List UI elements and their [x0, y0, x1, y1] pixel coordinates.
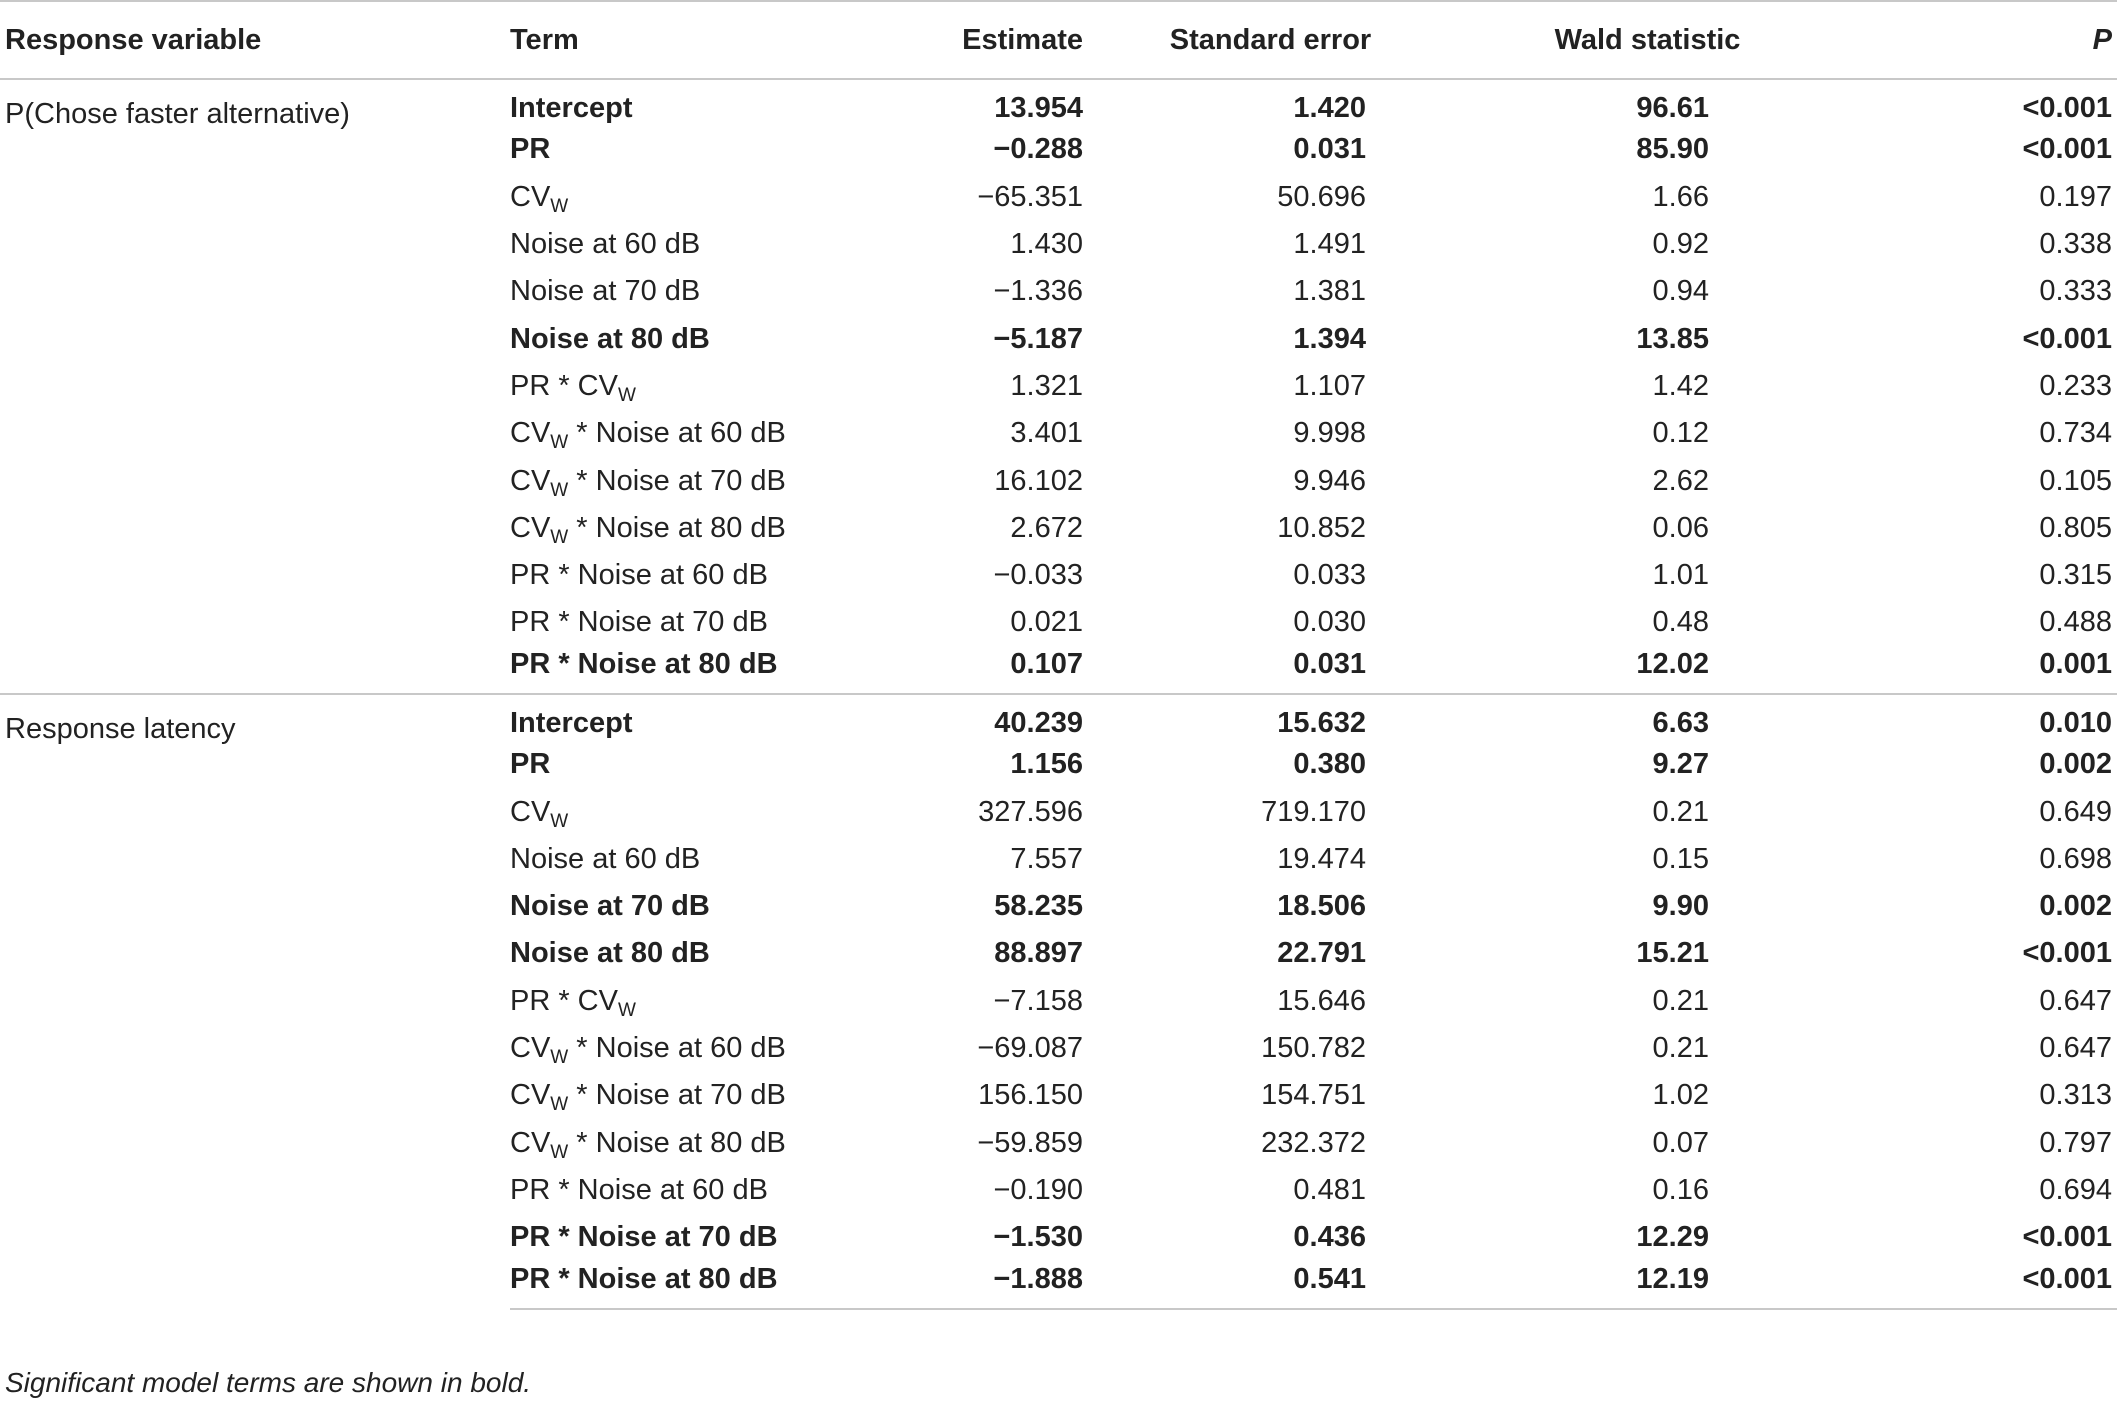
standard-error-cell: 0.436 — [1293, 1221, 1366, 1254]
term-text: CV — [510, 464, 551, 497]
standard-error-cell: 719.170 — [1261, 795, 1366, 828]
standard-error-cell: 1.381 — [1293, 275, 1366, 308]
wald-statistic-cell: 1.02 — [1652, 1079, 1709, 1112]
p-value-cell: 0.797 — [2039, 1126, 2112, 1159]
term-cell — [510, 1167, 890, 1214]
term-cell — [510, 174, 890, 221]
term-text: CV — [510, 511, 551, 544]
term-cell — [510, 552, 890, 599]
wald-statistic-cell: 96.61 — [1636, 91, 1709, 124]
wald-statistic-cell: 0.12 — [1652, 417, 1709, 450]
p-value-cell: 0.010 — [1779, 694, 2117, 741]
term-text: PR — [510, 133, 551, 166]
term-text: Intercept — [510, 91, 633, 124]
p-value-cell: 0.698 — [2039, 842, 2112, 875]
term-subscript: W — [550, 479, 569, 501]
p-value-cell: 0.338 — [2039, 228, 2112, 261]
term-text-suffix: * Noise at 80 dB — [568, 1126, 786, 1159]
estimate-cell: −0.033 — [993, 559, 1083, 592]
wald-statistic-cell: 0.21 — [1652, 984, 1709, 1017]
wald-statistic-cell: 0.15 — [1652, 842, 1709, 875]
p-value-cell: 0.002 — [2039, 890, 2112, 923]
wald-statistic-cell: 0.06 — [1652, 511, 1709, 544]
p-value-cell: 0.694 — [2039, 1173, 2112, 1206]
term-text: CV — [510, 1032, 551, 1065]
estimate-cell: 16.102 — [994, 464, 1083, 497]
p-value-cell: <0.001 — [1779, 1261, 2117, 1308]
wald-statistic-cell: 0.21 — [1652, 1032, 1709, 1065]
standard-error-cell: 9.946 — [1293, 464, 1366, 497]
term-cell — [510, 505, 890, 552]
term-text: PR * Noise at 80 dB — [510, 648, 778, 681]
wald-statistic-cell: 12.02 — [1636, 648, 1709, 681]
estimate-cell: −1.888 — [890, 1261, 1083, 1308]
term-cell — [510, 457, 890, 504]
wald-statistic-cell: 13.85 — [1636, 322, 1709, 355]
term-text: Noise at 80 dB — [510, 937, 710, 970]
term-subscript: W — [617, 999, 636, 1021]
estimate-cell: 7.557 — [1010, 842, 1083, 875]
term-text: PR * CV — [510, 369, 618, 402]
group-choice — [0, 79, 2117, 694]
term-text-suffix: * Noise at 60 dB — [568, 417, 786, 450]
wald-statistic-cell: 12.19 — [1428, 1261, 1779, 1308]
wald-statistic-cell: 1.66 — [1652, 180, 1709, 213]
p-value-cell: 0.647 — [2039, 1032, 2112, 1065]
term-cell — [510, 315, 890, 362]
term-subscript: W — [617, 384, 636, 406]
estimate-cell: 156.150 — [978, 1079, 1083, 1112]
term-text: Noise at 70 dB — [510, 275, 701, 308]
header-standard-error: Standard error — [1083, 1, 1428, 79]
term-subscript: W — [550, 526, 569, 548]
p-value-cell: 0.233 — [2039, 369, 2112, 402]
term-cell — [510, 79, 890, 126]
response-variable-cell: Response latency — [0, 694, 510, 1309]
p-value-cell: 0.805 — [2039, 511, 2112, 544]
standard-error-cell: 15.632 — [1083, 694, 1428, 741]
term-cell — [510, 126, 890, 173]
p-value-cell: 0.002 — [2039, 748, 2112, 781]
term-cell — [510, 1025, 890, 1072]
term-text: CV — [510, 795, 551, 828]
p-value-cell: 0.313 — [2039, 1079, 2112, 1112]
estimate-cell: −1.530 — [993, 1221, 1083, 1254]
standard-error-cell: 150.782 — [1261, 1032, 1366, 1065]
wald-statistic-cell: 0.94 — [1652, 275, 1709, 308]
wald-statistic-cell: 0.48 — [1652, 606, 1709, 639]
estimate-cell: 1.430 — [1010, 228, 1083, 261]
term-cell — [510, 221, 890, 268]
standard-error-cell: 10.852 — [1277, 511, 1366, 544]
term-text-suffix: * Noise at 80 dB — [568, 511, 786, 544]
standard-error-cell: 1.491 — [1293, 228, 1366, 261]
term-text: CV — [510, 1079, 551, 1112]
term-text: Noise at 70 dB — [510, 890, 710, 923]
standard-error-cell: 1.420 — [1293, 91, 1366, 124]
term-cell — [510, 410, 890, 457]
estimate-cell: −59.859 — [977, 1126, 1083, 1159]
term-text-suffix: * Noise at 60 dB — [568, 1032, 786, 1065]
standard-error-cell: 22.791 — [1277, 937, 1366, 970]
standard-error-cell: 19.474 — [1277, 842, 1366, 875]
estimate-cell: 0.107 — [1010, 648, 1083, 681]
estimate-cell: −0.190 — [993, 1173, 1083, 1206]
p-value-cell: <0.001 — [2022, 937, 2112, 970]
estimate-cell: −1.336 — [993, 275, 1083, 308]
term-text: Intercept — [510, 706, 633, 739]
standard-error-cell: 1.107 — [1293, 369, 1366, 402]
p-value-cell: 0.001 — [2039, 648, 2112, 681]
term-text: PR — [510, 748, 551, 781]
wald-statistic-cell: 0.92 — [1652, 228, 1709, 261]
wald-statistic-cell: 9.27 — [1652, 748, 1709, 781]
standard-error-cell: 0.031 — [1293, 648, 1366, 681]
term-cell — [510, 1214, 890, 1261]
header-term: Term — [510, 1, 890, 79]
wald-statistic-cell: 1.42 — [1652, 369, 1709, 402]
header-p-value: P — [1779, 1, 2117, 79]
estimate-cell: 13.954 — [994, 91, 1083, 124]
standard-error-cell: 0.380 — [1293, 748, 1366, 781]
p-value-cell: 0.647 — [2039, 984, 2112, 1017]
p-value-cell: 0.315 — [2039, 559, 2112, 592]
standard-error-cell: 50.696 — [1277, 180, 1366, 213]
standard-error-cell: 18.506 — [1277, 890, 1366, 923]
term-subscript: W — [550, 1094, 569, 1116]
p-value-cell: <0.001 — [2022, 1221, 2112, 1254]
table-footnote: Significant model terms are shown in bold. — [5, 1367, 532, 1398]
standard-error-cell: 9.998 — [1293, 417, 1366, 450]
term-cell — [510, 694, 890, 741]
term-cell — [510, 1072, 890, 1119]
estimate-cell: 58.235 — [994, 890, 1083, 923]
table-row — [0, 79, 2117, 126]
term-text: Noise at 60 dB — [510, 842, 701, 875]
wald-statistic-cell: 85.90 — [1636, 133, 1709, 166]
term-text: CV — [510, 180, 551, 213]
p-value-cell: 0.488 — [2039, 606, 2112, 639]
wald-statistic-cell: 0.07 — [1652, 1126, 1709, 1159]
estimate-cell: 1.156 — [1010, 748, 1083, 781]
term-cell — [510, 1261, 890, 1308]
header-row — [0, 1, 2117, 79]
estimate-cell: 327.596 — [978, 795, 1083, 828]
wald-statistic-cell: 12.29 — [1636, 1221, 1709, 1254]
wald-statistic-cell: 2.62 — [1652, 464, 1709, 497]
term-subscript: W — [550, 195, 569, 217]
estimate-cell: 1.321 — [1010, 369, 1083, 402]
wald-statistic-cell: 6.63 — [1428, 694, 1779, 741]
term-text: PR * Noise at 60 dB — [510, 559, 768, 592]
standard-error-cell: 1.394 — [1293, 322, 1366, 355]
term-cell — [510, 647, 890, 694]
standard-error-cell: 154.751 — [1261, 1079, 1366, 1112]
estimate-cell: 88.897 — [994, 937, 1083, 970]
table-header — [0, 1, 2117, 79]
standard-error-cell: 15.646 — [1277, 984, 1366, 1017]
term-cell — [510, 268, 890, 315]
p-value-cell: 0.734 — [2039, 417, 2112, 450]
header-response-variable: Response variable — [0, 1, 510, 79]
term-cell — [510, 930, 890, 977]
estimate-cell: −7.158 — [993, 984, 1083, 1017]
term-cell — [510, 978, 890, 1025]
standard-error-cell: 0.541 — [1083, 1261, 1428, 1308]
term-subscript: W — [550, 1047, 569, 1069]
estimate-cell: 2.672 — [1010, 511, 1083, 544]
standard-error-cell: 0.481 — [1293, 1173, 1366, 1206]
term-text: PR * Noise at 60 dB — [510, 1173, 768, 1206]
term-text: PR * Noise at 70 dB — [510, 606, 768, 639]
term-text: Noise at 80 dB — [510, 322, 710, 355]
estimate-cell: −69.087 — [977, 1032, 1083, 1065]
p-value-cell: <0.001 — [2022, 322, 2112, 355]
wald-statistic-cell: 1.01 — [1652, 559, 1709, 592]
term-cell — [510, 741, 890, 788]
term-subscript: W — [550, 1141, 569, 1163]
p-value-cell: 0.105 — [2039, 464, 2112, 497]
standard-error-cell: 0.031 — [1293, 133, 1366, 166]
wald-statistic-cell: 9.90 — [1652, 890, 1709, 923]
wald-statistic-cell: 0.16 — [1652, 1173, 1709, 1206]
estimate-cell: 40.239 — [890, 694, 1083, 741]
term-text: PR * Noise at 80 dB — [510, 1263, 778, 1296]
term-text: PR * Noise at 70 dB — [510, 1221, 778, 1254]
estimate-cell: −65.351 — [977, 180, 1083, 213]
wald-statistic-cell: 0.21 — [1652, 795, 1709, 828]
header-estimate: Estimate — [890, 1, 1083, 79]
p-value-cell: <0.001 — [2022, 133, 2112, 166]
term-cell — [510, 599, 890, 646]
table-row — [0, 694, 2117, 741]
term-cell — [510, 1120, 890, 1167]
p-value-cell: <0.001 — [2022, 91, 2112, 124]
term-text: CV — [510, 1126, 551, 1159]
standard-error-cell: 232.372 — [1261, 1126, 1366, 1159]
term-cell — [510, 836, 890, 883]
term-cell — [510, 883, 890, 930]
term-subscript: W — [550, 810, 569, 832]
estimate-cell: −5.187 — [993, 322, 1083, 355]
standard-error-cell: 0.033 — [1293, 559, 1366, 592]
term-cell — [510, 363, 890, 410]
term-text-suffix: * Noise at 70 dB — [568, 1079, 786, 1112]
wald-statistic-cell: 15.21 — [1636, 937, 1709, 970]
p-value-cell: 0.197 — [2039, 180, 2112, 213]
term-cell — [510, 788, 890, 835]
term-text: Noise at 60 dB — [510, 228, 701, 261]
standard-error-cell: 0.030 — [1293, 606, 1366, 639]
estimate-cell: 3.401 — [1010, 417, 1083, 450]
p-value-cell: 0.333 — [2039, 275, 2112, 308]
response-variable-cell: P(Chose faster alternative) — [5, 98, 350, 130]
term-text-suffix: * Noise at 70 dB — [568, 464, 786, 497]
header-wald-statistic: Wald statistic — [1428, 1, 1779, 79]
p-value-cell: 0.649 — [2039, 795, 2112, 828]
term-subscript: W — [550, 432, 569, 454]
estimate-cell: 0.021 — [1010, 606, 1083, 639]
estimate-cell: −0.288 — [993, 133, 1083, 166]
group-latency — [0, 694, 2117, 1309]
term-text: CV — [510, 417, 551, 450]
term-text: PR * CV — [510, 984, 618, 1017]
